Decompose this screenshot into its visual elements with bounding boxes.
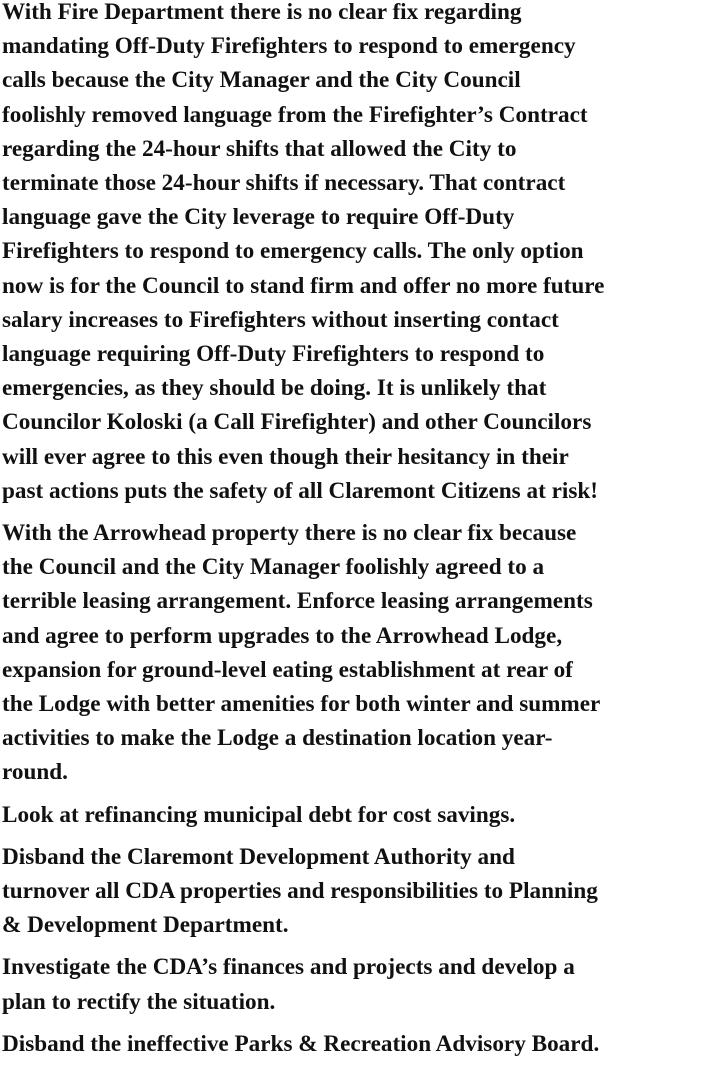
text-line: will ever agree to this even though their hesitancy in their xyxy=(2,443,569,470)
text-line: Councilor Koloski (a Call Firefighter) and other Councilors xyxy=(2,409,592,436)
text-line: calls because the City Manager and the City Council xyxy=(2,67,521,94)
text-line: activities to make the Lodge a destination location year- xyxy=(2,725,553,752)
text-line: terrible leasing arrangement. Enforce leasing arrangements xyxy=(2,588,593,615)
text-line: and agree to perform upgrades to the Arrowhead Lodge, xyxy=(2,622,563,649)
text-line: Investigate the CDA’s finances and projects and develop a xyxy=(2,954,575,981)
paragraph-investigate-cda xyxy=(2,950,717,1018)
text-line: emergencies, as they should be doing. It is unlikely that xyxy=(2,375,547,402)
text-line: Look at refinancing municipal debt for cost savings. xyxy=(2,801,516,828)
text-line: terminate those 24-hour shifts if necessary. That contract xyxy=(2,170,566,197)
text-line: regarding the 24-hour shifts that allowed the City to xyxy=(2,135,517,162)
paragraph-disband-parks-board xyxy=(2,1027,717,1061)
text-line: & Development Department. xyxy=(2,912,289,939)
paragraph-disband-cda xyxy=(2,840,717,943)
paragraph-refinancing-debt xyxy=(2,798,717,832)
text-line: language requiring Off-Duty Firefighters to respond to xyxy=(2,341,545,368)
text-line: round. xyxy=(2,759,68,786)
text-line: language gave the City leverage to require Off-Duty xyxy=(2,204,515,231)
text-line: the Council and the City Manager foolishly agreed to a xyxy=(2,554,545,581)
text-line: expansion for ground-level eating establishment at rear of xyxy=(2,656,573,683)
text-line: now is for the Council to stand firm and offer no more future xyxy=(2,272,605,299)
text-line: past actions puts the safety of all Claremont Citizens at risk! xyxy=(2,477,598,504)
text-line: salary increases to Firefighters without inserting contact xyxy=(2,306,559,333)
text-line: turnover all CDA properties and responsibilities to Planning xyxy=(2,878,598,905)
text-line: Firefighters to respond to emergency calls. The only option xyxy=(2,238,584,265)
text-line: plan to rectify the situation. xyxy=(2,988,276,1015)
text-line: foolishly removed language from the Firefighter’s Contract xyxy=(2,101,588,128)
text-line: With Fire Department there is no clear fix regarding xyxy=(2,0,522,25)
text-line: the Lodge with better amenities for both winter and summer xyxy=(2,691,601,718)
text-line: Disband the Claremont Development Authority and xyxy=(2,843,515,870)
text-line: With the Arrowhead property there is no clear fix because xyxy=(2,520,577,547)
text-line: mandating Off-Duty Firefighters to respond to emergency xyxy=(2,33,576,60)
paragraph-arrowhead-property xyxy=(2,516,717,790)
paragraph-fire-department xyxy=(2,0,717,508)
text-line: Disband the ineffective Parks & Recreation Advisory Board. xyxy=(2,1030,600,1057)
